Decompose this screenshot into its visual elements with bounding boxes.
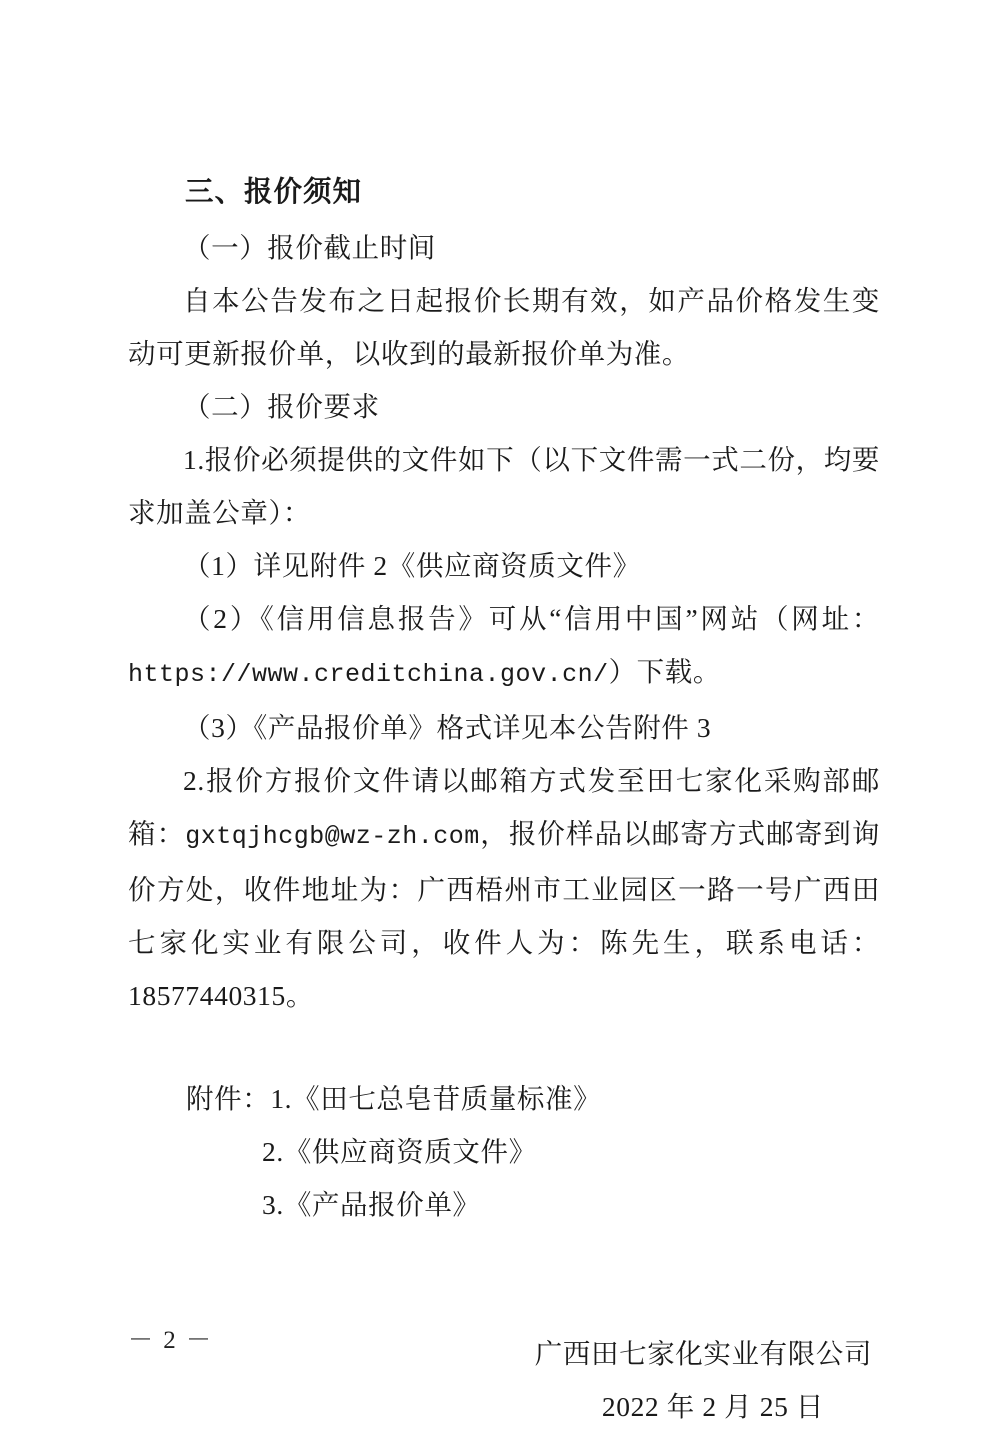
section-heading: 三、报价须知 (185, 177, 363, 208)
paragraph-quote-validity: 自本公告发布之日起报价长期有效，如产品价格发生变动可更新报价单，以收到的最新报价单为准。 (128, 285, 880, 369)
attachments-label: 附件： (186, 1083, 271, 1114)
signature-company: 广西田七家化实业有限公司 (534, 1338, 872, 1369)
submission-text-before: 2.报价方报价文件请以邮箱方式发至田七家化采购部邮箱： (128, 765, 880, 849)
paragraph-submission-details (128, 754, 880, 1022)
paragraph-required-documents: 1.报价必须提供的文件如下（以下文件需一式二份，均要求加盖公章）： (128, 444, 880, 528)
list-item-attachment-2: （1）详见附件 2《供应商资质文件》 (183, 550, 641, 581)
document-body (128, 165, 880, 1433)
sub-heading-quote-deadline: （一）报价截止时间 (183, 232, 436, 263)
sub-heading-quote-requirements: （二）报价要求 (183, 391, 380, 422)
attachment-item-3: 3.《产品报价单》 (262, 1189, 481, 1220)
creditchina-url: https://www.creditchina.gov.cn/ (128, 660, 609, 689)
purchasing-email: gxtqjhcgb@wz-zh.com (185, 822, 480, 851)
attachment-item-2: 2.《供应商资质文件》 (262, 1136, 537, 1167)
attachment-item-1: 1.《田七总皂苷质量标准》 (270, 1083, 602, 1114)
list-item-quotation-form: （3）《产品报价单》格式详见本公告附件 3 (183, 712, 712, 743)
attachments-block (186, 1072, 880, 1231)
credit-report-text-after: ）下载。 (608, 656, 721, 687)
submission-text-after: ，报价样品以邮寄方式邮寄到询价方处，收件地址为：广西梧州市工业园区一路一号广西田七家化实业有限公司，收件人为：陈先生，联系电话：18577440315。 (128, 818, 880, 1011)
signature-date: 2022 年 2 月 25 日 (601, 1391, 824, 1422)
page-number: － 2 － (128, 1327, 214, 1354)
credit-report-text-before: （2）《信用信息报告》可从“信用中国”网站（网址： (183, 603, 880, 634)
list-item-credit-report (128, 592, 880, 701)
attachments-line-1 (186, 1072, 880, 1125)
